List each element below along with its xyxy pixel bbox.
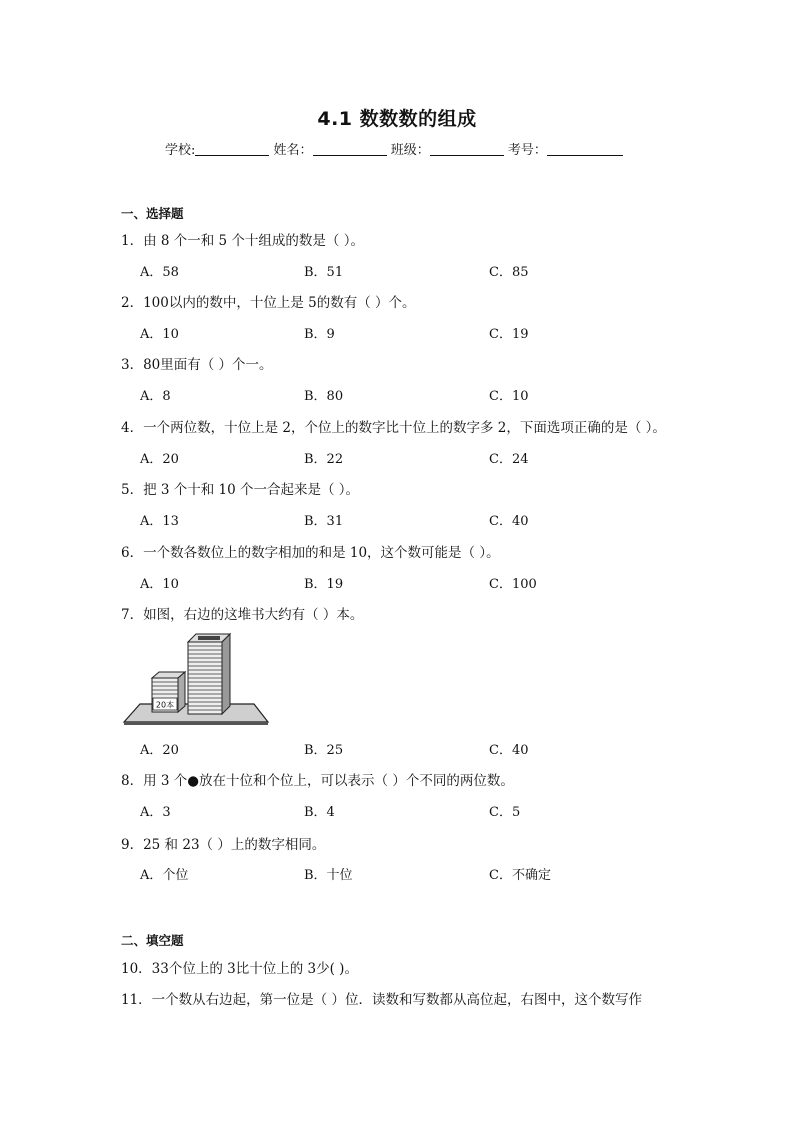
q9-option-c[interactable]: C．不确定 — [489, 868, 551, 883]
q3-option-b[interactable]: B．80 — [304, 389, 344, 404]
q8-option-a[interactable]: A．3 — [140, 805, 171, 820]
q8-option-b[interactable]: B．4 — [304, 805, 335, 820]
q7-option-c[interactable]: C．40 — [489, 743, 529, 758]
q6-option-c[interactable]: C．100 — [489, 577, 537, 592]
small-stack-label: 20本 — [155, 700, 175, 710]
question-9: 9．25 和 23（ ）上的数字相同。 — [121, 837, 326, 853]
q7-option-b[interactable]: B．25 — [304, 743, 344, 758]
question-6: 6．一个数各数位上的数字相加的和是 10，这个数可能是（ ）。 — [121, 545, 500, 561]
q4-option-c[interactable]: C．24 — [489, 452, 529, 467]
question-3: 3．80里面有（ ）个一。 — [121, 357, 273, 373]
q3-option-c[interactable]: C．10 — [489, 389, 529, 404]
q5-option-c[interactable]: C．40 — [489, 514, 529, 529]
exam-number-blank[interactable] — [547, 142, 623, 156]
question-1: 1．由 8 个一和 5 个十组成的数是（ ）。 — [121, 233, 364, 249]
q6-option-a[interactable]: A．10 — [140, 577, 179, 592]
q1-option-a[interactable]: A．58 — [140, 265, 179, 280]
q1-option-c[interactable]: C．85 — [489, 265, 529, 280]
q5-option-a[interactable]: A．13 — [140, 514, 179, 529]
question-5: 5．把 3 个十和 10 个一合起来是（ ）。 — [121, 482, 360, 498]
question-4: 4．一个两位数，十位上是 2，个位上的数字比十位上的数字多 2，下面选项正确的是（ ）。 — [121, 420, 666, 436]
class-label: 班级： — [390, 143, 430, 158]
class-blank[interactable] — [430, 142, 504, 156]
section-heading-fill: 二、填空题 — [121, 933, 184, 948]
name-label: 姓名： — [273, 143, 313, 158]
school-label: 学校: — [165, 143, 196, 158]
q9-option-a[interactable]: A．个位 — [140, 868, 189, 883]
q2-option-a[interactable]: A．10 — [140, 327, 179, 342]
name-blank[interactable] — [313, 142, 387, 156]
q4-option-a[interactable]: A．20 — [140, 452, 179, 467]
exam-number-label: 考号： — [507, 143, 547, 158]
q2-option-b[interactable]: B．9 — [304, 327, 335, 342]
q7-option-a[interactable]: A．20 — [140, 743, 179, 758]
section-heading-choice: 一、选择题 — [121, 206, 184, 221]
school-blank[interactable] — [195, 142, 269, 156]
q8-option-c[interactable]: C．5 — [489, 805, 521, 820]
q5-option-b[interactable]: B．31 — [304, 514, 344, 529]
question-10: 10．33个位上的 3比十位上的 3少( )。 — [121, 961, 358, 977]
q9-option-b[interactable]: B．十位 — [304, 868, 353, 883]
q2-option-c[interactable]: C．19 — [489, 327, 529, 342]
q3-option-a[interactable]: A．8 — [140, 389, 171, 404]
page-title: 4.1 数数数的组成 — [317, 108, 477, 130]
student-info-line — [165, 139, 645, 158]
question-8: 8．用 3 个●放在十位和个位上，可以表示（ ）个不同的两位数。 — [121, 773, 514, 789]
q6-option-b[interactable]: B．19 — [304, 577, 344, 592]
q1-option-b[interactable]: B．51 — [304, 265, 344, 280]
question-7: 7．如图，右边的这堆书大约有（ ）本。 — [121, 607, 364, 623]
book-stack-figure — [122, 630, 272, 726]
question-11: 11．一个数从右边起，第一位是（ ）位．读数和写数都从高位起，右图中，这个数写作 — [121, 992, 642, 1008]
q4-option-b[interactable]: B．22 — [304, 452, 344, 467]
question-2: 2．100以内的数中，十位上是 5的数有（ ）个。 — [121, 295, 416, 311]
